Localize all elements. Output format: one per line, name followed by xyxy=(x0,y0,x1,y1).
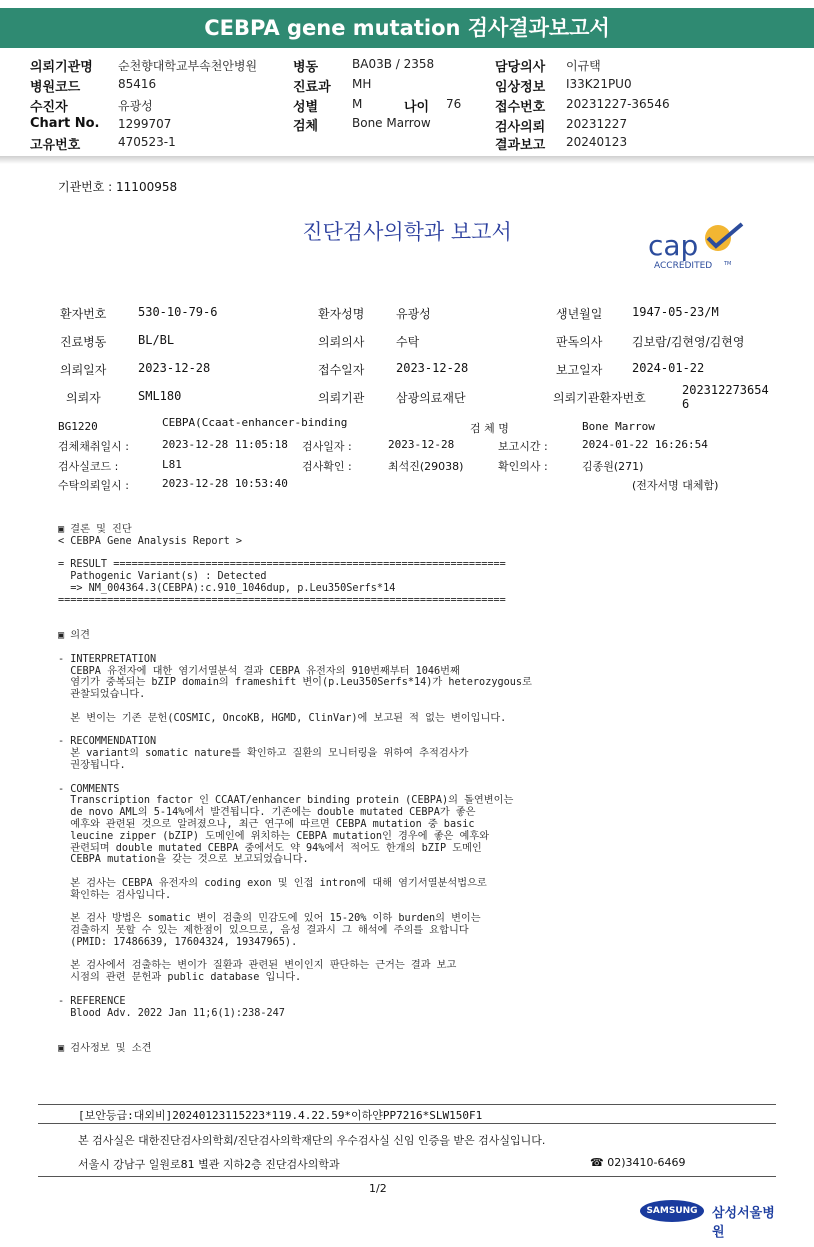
req-org-label: 의뢰기관명 xyxy=(30,60,93,75)
body-line: de novo AML의 5-14%에서 발견됩니다. 기존에는 double mutated CEBPA가 좋은 xyxy=(58,807,476,819)
requester-label: 의뢰자 xyxy=(66,391,101,405)
rec-date-label: 접수일자 xyxy=(318,363,365,377)
body-line: - RECOMMENDATION xyxy=(58,736,157,748)
body-line: Blood Adv. 2022 Jan 11;6(1):238-247 xyxy=(58,1007,285,1019)
body-line: = RESULT ================================================================ xyxy=(58,559,506,571)
test-date-label: 검사일자 : xyxy=(302,440,352,453)
room-label: 검사실코드 : xyxy=(58,460,119,473)
body-line: 권장됩니다. xyxy=(58,759,126,771)
body-line xyxy=(58,984,532,996)
ward-label: 병동 xyxy=(293,60,319,75)
unique-label: 고유번호 xyxy=(30,138,81,153)
body-line xyxy=(58,548,532,560)
test-code: BG1220 xyxy=(58,420,98,433)
req-org-value: 순천향대학교부속천안병원 xyxy=(118,59,258,73)
address-line: 서울시 강남구 일원로81 별관 지하2층 진단검사의학과 xyxy=(78,1158,340,1171)
rec-date-value: 2023-12-28 xyxy=(396,361,469,375)
ward2-value: BL/BL xyxy=(138,333,175,347)
rep-date-value: 2024-01-22 xyxy=(632,361,705,375)
body-line xyxy=(58,618,532,630)
dob-label: 생년월일 xyxy=(556,307,603,321)
age-value: 76 xyxy=(446,97,462,111)
body-line xyxy=(58,902,532,914)
req-date2-label: 의뢰일자 xyxy=(60,363,107,377)
reader-label: 판독의사 xyxy=(556,335,603,349)
body-line: - INTERPRETATION xyxy=(58,653,157,665)
ward2-label: 진료병동 xyxy=(60,335,107,349)
collect-label: 검체채취일시 : xyxy=(58,440,129,453)
hosp-code-label: 병원코드 xyxy=(30,80,81,95)
specimen-label: 검체 xyxy=(293,119,319,134)
clinical-value: I33K21PU0 xyxy=(566,77,632,91)
specimen-value: Bone Marrow xyxy=(352,116,431,130)
report-title-bar xyxy=(0,8,814,48)
dept-label: 진료과 xyxy=(293,80,331,95)
result-date-label: 결과보고 xyxy=(495,138,546,153)
body-line xyxy=(58,725,532,737)
receipt-label: 접수번호 xyxy=(495,100,546,115)
rep-date-label: 보고일자 xyxy=(556,363,603,377)
body-line: 본 검사 방법은 somatic 변이 검출의 민감도에 있어 15-20% 이하 burden의 변이는 xyxy=(58,913,481,925)
body-line: CEBPA 유전자에 대한 염기서열분석 결과 CEBPA 유전자의 910번째부터 1046번째 xyxy=(58,665,460,677)
body-line: => NM_004364.3(CEBPA):c.910_1046dup, p.Leu350Serfs*14 xyxy=(58,582,396,594)
header-info xyxy=(0,52,814,152)
dob-value: 1947-05-23/M xyxy=(632,305,719,319)
org-value: 삼광의료재단 xyxy=(396,391,466,405)
hosp-code-value: 85416 xyxy=(118,77,157,91)
patient-label: 수진자 xyxy=(30,100,68,115)
body-line: 관찰되었습니다. xyxy=(58,689,146,701)
body-line xyxy=(58,642,532,654)
phone-line: ☎ 02)3410-6469 xyxy=(590,1156,686,1169)
rep-time-value: 2024-01-22 16:26:54 xyxy=(582,438,708,451)
org-pid-value-2: 6 xyxy=(682,397,690,411)
body-line: CEBPA mutation을 갖는 것으로 보고되었습니다. xyxy=(58,854,309,866)
cap-accredited-logo xyxy=(646,222,750,272)
confirm-doc-value: 김종원(271) xyxy=(582,460,644,473)
patient-value: 유광성 xyxy=(118,99,153,113)
room-value: L81 xyxy=(162,458,182,471)
body-line: 염기가 중복되는 bZIP domain의 frameshift 변이(p.Leu350Serfs*14)가 heterozygous로 xyxy=(58,677,532,689)
body-line: - REFERENCE xyxy=(58,995,126,1007)
doctor-value: 이규택 xyxy=(566,59,601,73)
body-line: 확인하는 검사입니다. xyxy=(58,889,172,901)
test-date-value: 2023-12-28 xyxy=(388,438,455,451)
recv-value: 2023-12-28 10:53:40 xyxy=(162,477,288,490)
collect-value: 2023-12-28 11:05:18 xyxy=(162,438,288,451)
footer-top-rule xyxy=(38,1104,776,1105)
body-line xyxy=(58,607,532,619)
recv-label: 수탁의뢰일시 : xyxy=(58,479,129,492)
body-line xyxy=(58,1019,532,1031)
cert-line: 본 검사실은 대한진단검사의학회/진단검사의학재단의 우수검사실 신임 인증을 받은 검사실입니다. xyxy=(78,1134,546,1147)
body-line: 본 variant의 somatic nature를 확인하고 질환의 모니터링을 위하여 추적검사가 xyxy=(58,748,469,760)
body-line xyxy=(58,866,532,878)
body-line xyxy=(58,701,532,713)
body-line: (PMID: 17486639, 17604324, 19347965). xyxy=(58,936,298,948)
cap-checkmark-icon xyxy=(705,224,742,251)
institution-number: 기관번호 : 11100958 xyxy=(58,180,178,194)
ward-value: BA03B / 2358 xyxy=(352,57,435,71)
body-line: Pathogenic Variant(s) : Detected xyxy=(58,571,267,583)
pid-value: 530-10-79-6 xyxy=(138,305,218,319)
name-value: 유광성 xyxy=(396,307,431,321)
req-date-value: 20231227 xyxy=(566,117,628,131)
body-line: ========================================================================= xyxy=(58,594,506,606)
footer-bottom-rule xyxy=(38,1176,776,1177)
body-line: 본 변이는 기존 문헌(COSMIC, OncoKB, HGMD, ClinVar)에 보고된 적 없는 변이입니다. xyxy=(58,712,507,724)
body-line: ▣ 검사정보 및 소견 xyxy=(58,1043,152,1055)
org-label: 의뢰기관 xyxy=(318,391,365,405)
clinical-label: 임상정보 xyxy=(495,80,546,95)
test-name: CEBPA(Ccaat-enhancer-binding xyxy=(162,416,348,429)
confirm-value: 최석진(29038) xyxy=(388,460,464,473)
body-line: 검출하지 못할 수 있는 제한점이 있으므로, 음성 결과시 그 해석에 주의를 요합니다 xyxy=(58,925,469,937)
req-date-label: 검사의뢰 xyxy=(495,120,546,135)
cap-tm-text: TM xyxy=(724,261,732,267)
confirm-label: 검사확인 : xyxy=(302,460,352,473)
security-line: [보안등급:대외비]20240123115223*119.4.22.59*이하얀PP7216*SLW150F1 xyxy=(78,1109,483,1122)
body-line: ▣ 의견 xyxy=(58,630,90,642)
sex-label: 성별 xyxy=(293,100,319,115)
body-line: Transcription factor 인 CCAAT/enhancer binding protein (CEBPA)의 돌연변이는 xyxy=(58,795,514,807)
body-line: leucine zipper (bZIP) 도메인에 위치하는 CEBPA mutation인 경우에 좋은 예후와 xyxy=(58,830,490,842)
body-line xyxy=(58,1031,532,1043)
samsung-hospital-logo xyxy=(640,1198,780,1240)
doctor-label: 담당의사 xyxy=(495,60,546,75)
confirm-doc-label: 확인의사 : xyxy=(498,460,548,473)
org-pid-value-1: 202312273654 xyxy=(682,383,769,397)
age-label: 나이 xyxy=(404,100,430,115)
cap-brand-text: cap xyxy=(648,229,699,262)
cap-sub-text: ACCREDITED xyxy=(654,261,713,271)
req-doc-label: 의뢰의사 xyxy=(318,335,365,349)
req-doc-value: 수탁 xyxy=(396,335,420,349)
name-label: 환자성명 xyxy=(318,307,365,321)
body-line: ▣ 결론 및 진단 xyxy=(58,524,132,535)
body-line: 본 검사는 CEBPA 유전자의 coding exon 및 인접 intron에 대해 염기서열분석법으로 xyxy=(58,877,487,889)
body-line: - COMMENTS xyxy=(58,783,120,795)
body-line xyxy=(58,949,532,961)
esign-note: (전자서명 대체함) xyxy=(632,479,719,492)
unique-value: 470523-1 xyxy=(118,135,176,149)
test-specimen-label: 검 체 명 xyxy=(470,422,509,435)
requester-value: SML180 xyxy=(138,389,182,403)
page-number: 1/2 xyxy=(369,1182,387,1195)
test-specimen-value: Bone Marrow xyxy=(582,420,655,433)
body-line: 본 검사에서 검출하는 변이가 질환과 관련된 변이인지 판단하는 근거는 결과 보고 xyxy=(58,960,457,972)
body-line: 예후와 관련된 것으로 알려졌으나, 최근 연구에 따르면 CEBPA mutation 중 basic xyxy=(58,818,475,830)
result-date-value: 20240123 xyxy=(566,135,628,149)
hospital-name: 삼성서울병원 xyxy=(712,1206,775,1240)
chart-value: 1299707 xyxy=(118,117,172,131)
footer-mid-rule xyxy=(38,1123,776,1124)
body-line xyxy=(58,772,532,784)
rep-time-label: 보고시간 : xyxy=(498,440,548,453)
body-line: 관련되며 double mutated CEBPA 중에서도 약 94%에서 적어도 한개의 bZIP 도메인 xyxy=(58,842,482,854)
report-body xyxy=(58,524,532,1055)
pid-label: 환자번호 xyxy=(60,307,107,321)
body-line: 시점의 관련 문헌과 public database 입니다. xyxy=(58,972,302,984)
lab-report-title: 진단검사의학과 보고서 xyxy=(302,220,512,244)
samsung-brand-icon: SAMSUNG xyxy=(640,1200,704,1222)
dept-value: MH xyxy=(352,77,372,91)
body-line: < CEBPA Gene Analysis Report > xyxy=(58,535,243,547)
receipt-value: 20231227-36546 xyxy=(566,97,670,111)
org-pid-label: 의뢰기관환자번호 xyxy=(553,391,646,405)
req-date2-value: 2023-12-28 xyxy=(138,361,211,375)
reader-value: 김보람/김현영/김현영 xyxy=(632,335,745,349)
chart-label: Chart No. xyxy=(30,116,100,131)
header-divider xyxy=(0,156,814,164)
sex-value: M xyxy=(352,97,363,111)
report-main-title: CEBPA gene mutation 검사결과보고서 xyxy=(204,16,610,40)
